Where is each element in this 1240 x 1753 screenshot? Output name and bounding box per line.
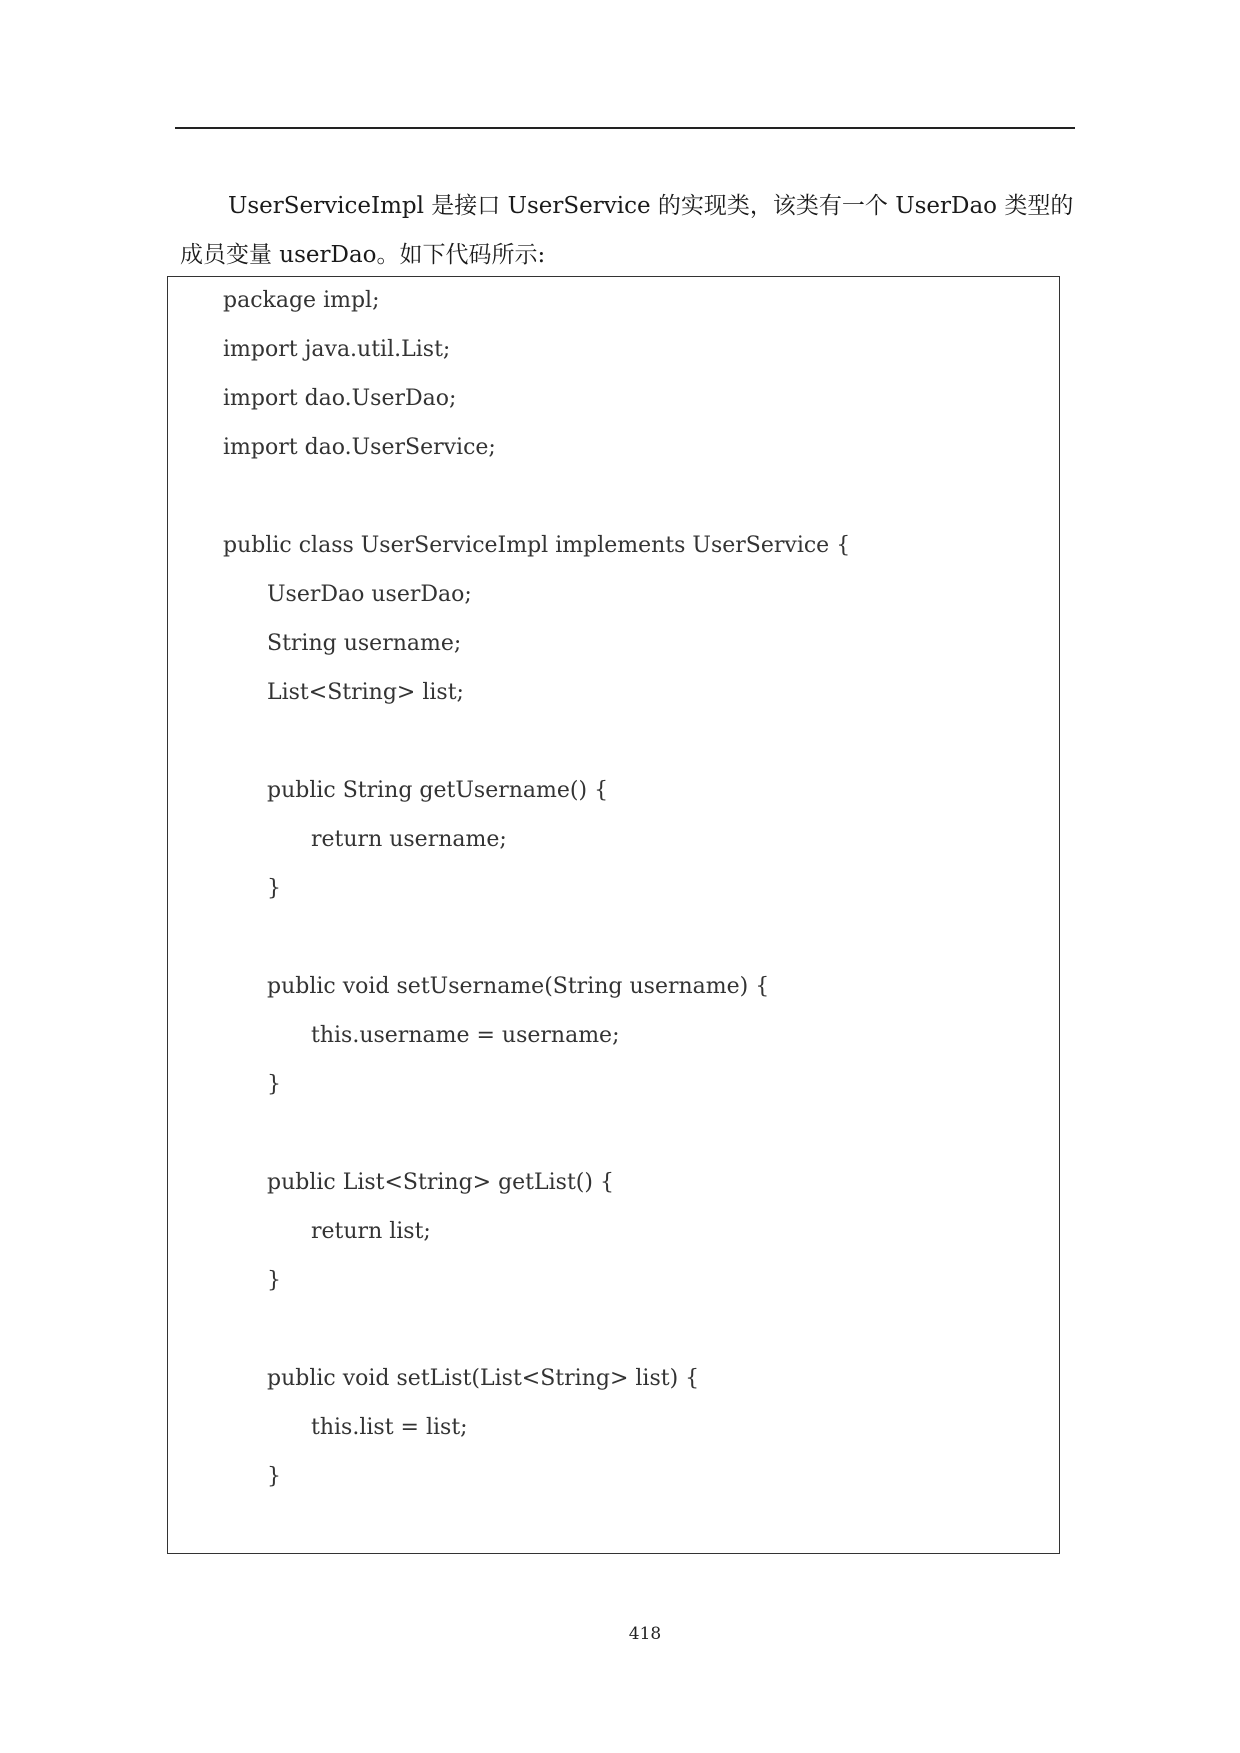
code-line: public List<String> getList() { <box>267 1170 614 1195</box>
code-line: List<String> list; <box>267 680 464 705</box>
code-line: UserDao userDao; <box>267 582 472 607</box>
intro-paragraph <box>180 182 1075 280</box>
intro-line-2: 成员变量 userDao。如下代码所示: <box>180 242 546 268</box>
code-line: public String getUsername() { <box>267 778 609 803</box>
code-line: } <box>267 1072 281 1097</box>
code-line: } <box>267 876 281 901</box>
code-line: import dao.UserService; <box>223 435 496 460</box>
code-line: } <box>267 1268 281 1293</box>
code-line: return list; <box>311 1219 431 1244</box>
code-line: import java.util.List; <box>223 337 451 362</box>
code-line: String username; <box>267 631 462 656</box>
code-line: public void setUsername(String username) { <box>267 974 770 999</box>
intro-line-1: UserServiceImpl 是接口 UserService 的实现类，该类有一个 UserDao 类型的 <box>228 193 1074 219</box>
code-line: this.list = list; <box>311 1415 468 1440</box>
code-line: public class UserServiceImpl implements UserService { <box>223 533 851 558</box>
code-line: import dao.UserDao; <box>223 386 457 411</box>
page-number: 418 <box>628 1624 662 1644</box>
code-line: public void setList(List<String> list) { <box>267 1366 700 1391</box>
code-line: } <box>267 1464 281 1489</box>
code-listing-box <box>167 276 1060 1554</box>
code-line: this.username = username; <box>311 1023 620 1048</box>
header-rule <box>175 127 1075 129</box>
code-line: return username; <box>311 827 507 852</box>
code-line: package impl; <box>223 288 380 313</box>
